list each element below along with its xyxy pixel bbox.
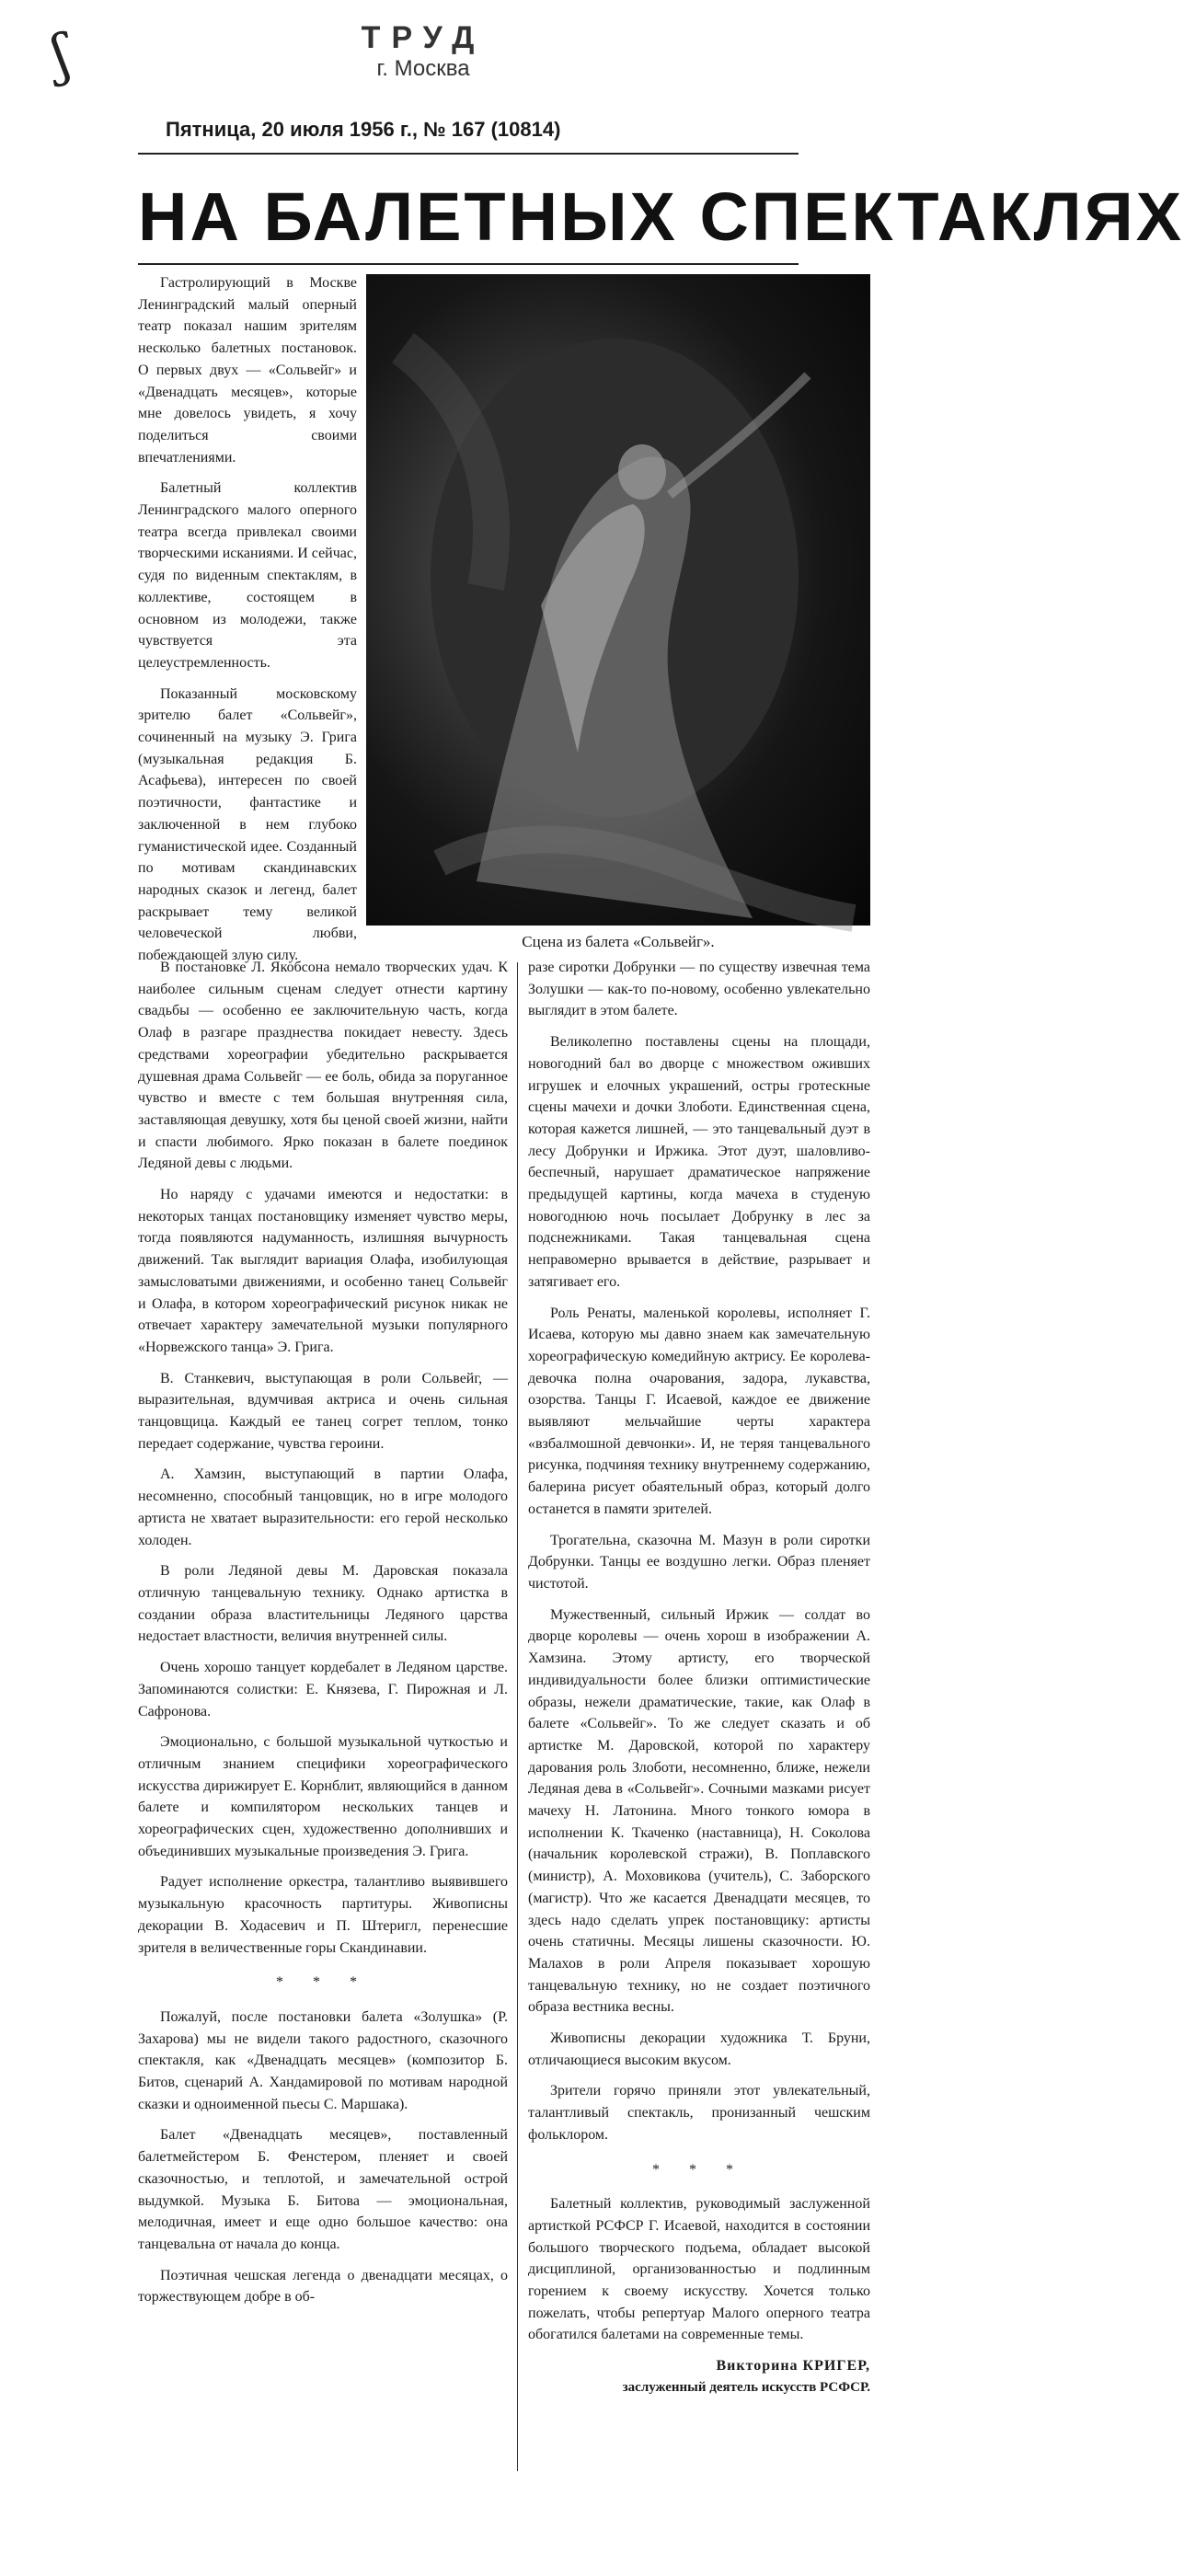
paragraph: Великолепно поставлены сцены на площади, новогодний бал во дворце с множеством оживших игрушек и елочных украшений, остры гротескные сцены мачехи и дочки Злоботи. Единственная сцена, которая кажется лишней, — это танцевальный дуэт в лесу Добрунки и Иржика. Этот дуэт, шаловливо-беспечный, нарушает драматическое напряжение предыдущей картины, когда мачеха в студеную новогоднюю ночь посылает Добрунку в лес за подснежниками. Такая танцевальная сцена неправомерно врывается в действие, разрывает и затягивает его. xyxy=(528,1034,870,1290)
paragraph: В. Станкевич, выступающая в роли Сольвейг, — выразительная, вдумчивая актриса и очень сильная танцовщица. Каждый ее танец согрет теплом, тонко передает содержание, чувства героини. xyxy=(138,1370,508,1452)
paragraph: Показанный московскому зрителю балет «Сольвейг», сочиненный на музыку Э. Грига (музыкальная редакция Б. Асафьева), интересен по своей поэтичности, фантастике и заключенной в нем глубоко гуманистической идее. Созданный по мотивам скандинавских народных сказок и легенд, балет раскрывает тему великой человеческой любви, побеждающей злую силу. xyxy=(138,685,357,964)
column-divider xyxy=(517,962,518,2471)
paragraph: В постановке Л. Якобсона немало творческих удач. К наиболее сильным сценам следует отнести картину свадьбы — особенно ее заключительную часть, когда Олаф в разгаре празднества покидает невесту. Здесь средствами хореографии убедительно раскрывается душевная драма Сольвейг — ее боль, обида за поруганное чувство и вместе с тем большая внутренняя сила, заставляющая девушку, хотя бы ценой своей жизни, найти и спасти любимого. Ярко показан в балете поединок Ледяной девы с людьми. xyxy=(138,960,508,1172)
ballet-photo xyxy=(366,274,870,926)
paper-name: ТРУД xyxy=(361,20,486,55)
paragraph: Радует исполнение оркестра, талантливо выявившего музыкальную красочность партитуры. Живописны декорации В. Ходасевич и П. Штеригл, перенесшие зрителя в величественные горы Скандинавии. xyxy=(138,1874,508,1956)
title-rule xyxy=(138,263,799,265)
top-rule xyxy=(138,153,799,155)
right-column xyxy=(528,957,870,2399)
paragraph: Но наряду с удачами имеются и недостатки: в некоторых танцах постановщику изменяет чувство меры, тогда появляются надуманность, излишняя вычурность движений. Так выглядит вариация Олафа, изобилующая замысловатыми движениями, и особенно танец Сольвейг и Олафа, в котором хореографический рисунок никак не отвечает характеру замечательной музыки популярного «Норвежского танца» Э. Грига. xyxy=(138,1187,508,1355)
paragraph: Поэтичная чешская легенда о двенадцати месяцах, о торжествующем добре в об- xyxy=(138,2267,508,2306)
paragraph: А. Хамзин, выступающий в партии Олафа, несомненно, способный танцовщик, но в игре молодого артиста не хватает выразительности: его герой несколько холоден. xyxy=(138,1466,508,1548)
paragraph: разе сиротки Добрунки — по существу извечная тема Золушки — как-то по-новому, особенно увлекательно выглядит в этом балете. xyxy=(528,960,870,1019)
paragraph: Балетный коллектив Ленинградского малого оперного театра всегда привлекал своими творческими исканиями. И сейчас, судя по виденным спектаклям, в коллективе, состоящем в основном из молодежи, также чувствуется эта целеустремленность. xyxy=(138,480,357,671)
pen-mark: ʃ xyxy=(46,22,75,88)
left-top-column xyxy=(138,272,357,976)
article-title: НА БАЛЕТНЫХ СПЕКТАКЛЯХ xyxy=(138,178,1184,255)
paragraph: Пожалуй, после постановки балета «Золушка» (Р. Захарова) мы не видели такого радостного, сказочного спектакля, как «Двенадцать месяцев» (композитор Б. Битов, сценарий А. Хандамировой по мотивам народной сказки и одноименной пьесы С. Маршака). xyxy=(138,2008,508,2112)
section-separator: * * * xyxy=(652,2161,746,2178)
paragraph: Гастролирующий в Москве Ленинградский малый оперный театр показал нашим зрителям несколько балетных постановок. О первых двух — «Сольвейг» и «Двенадцать месяцев», которые мне довелось увидеть, я хочу поделиться своими впечатлениями. xyxy=(138,275,357,466)
city-name: г. Москва xyxy=(376,56,470,81)
paragraph: Мужественный, сильный Иржик — солдат во дворце королевы — очень хорош в изображении А. Хамзина. Этому артисту, его творческой индивидуальности более близки оптимистические образы, нежели драматические, такие, как Олаф в балете «Сольвейг». То же следует сказать и об артистке М. Даровской, которой по характеру дарования роль Злоботи, несомненно, ближе, нежели Ледяная дева в «Сольвейг». Сочными мазками рисует мачеху Н. Латонина. Много тонкого юмора в исполнении К. Ткаченко (наставница), Н. Соколова (начальник королевской стражи), В. Поплавского (министр), А. Моховикова (учитель), С. Заборского (магистр). Что же касается Двенадцати месяцев, то здесь надо сделать упрек постановщику: артисты очень статичны. Месяцы лишены сказочности. Ю. Малахов в роли Апреля показывает хорошую танцевальную технику, но не создает поэтичного образа вестника весны. xyxy=(528,1606,870,2016)
paragraph: Очень хорошо танцует кордебалет в Ледяном царстве. Запоминаются солистки: Е. Князева, Г. Пирожная и Л. Сафронова. xyxy=(138,1660,508,1719)
author-name: Викторина КРИГЕР, xyxy=(716,2358,870,2375)
paragraph: Балетный коллектив, руководимый заслуженной артисткой РСФСР Г. Исаевой, находится в состоянии большого творческого подъема, обладает высокой дисциплиной, организованностью и подлинным горением к своему искусству. Хочется только пожелать, чтобы репертуар Малого оперного театра обогатился балетами на современные темы. xyxy=(528,2196,870,2343)
author-title: заслуженный деятель искусств РСФСР. xyxy=(622,2379,870,2395)
paragraph: Роль Ренаты, маленькой королевы, исполняет Г. Исаева, которую мы давно знаем как замечательную хореографическую комедийную актрису. Ее королева-девочка полна очарования, задора, лукавства, озорства. Танцы Г. Исаевой, каждое ее движение выявляют мельчайшие черты характера «взбалмошной девчонки». И, не теряя танцевального рисунка, подчиняя технику внутреннему содержанию, балерина рисует обаятельный образ, который долго останется в памяти зрителей. xyxy=(528,1305,870,1517)
ballet-photo-image xyxy=(366,274,870,926)
date-line: Пятница, 20 июля 1956 г., № 167 (10814) xyxy=(166,118,561,141)
left-bottom-column xyxy=(138,957,508,2317)
paragraph: Зрители горячо приняли этот увлекательный, талантливый спектакль, пронизанный чешским фольклором. xyxy=(528,2083,870,2143)
paragraph: Живописны декорации художника Т. Бруни, отличающиеся высоким вкусом. xyxy=(528,2030,870,2068)
photo-caption: Сцена из балета «Сольвейг». xyxy=(522,933,715,950)
paragraph: Трогательна, сказочна М. Мазун в роли сиротки Добрунки. Танцы ее воздушно легки. Образ пленяет чистотой. xyxy=(528,1532,870,1592)
section-separator: * * * xyxy=(276,1974,370,1991)
newspaper-stamp xyxy=(331,20,515,83)
paragraph: В роли Ледяной девы М. Даровская показала отличную танцевальную технику. Однако артистка в создании образа властительницы Ледяного царства недостает властности, величия внутренней силы. xyxy=(138,1563,508,1645)
paragraph: Балет «Двенадцать месяцев», поставленный балетмейстером Б. Фенстером, пленяет и своей сказочностью, и теплотой, и замечательной острой выдумкой. Музыка Б. Битова — эмоциональная, мелодичная, имеет и еще одно большое качество: она танцевальна от начала до конца. xyxy=(138,2127,508,2252)
paragraph: Эмоционально, с большой музыкальной чуткостью и отличным знанием специфики хореографического искусства дирижирует Е. Корнблит, являющийся в данном балете и компилятором нескольких танцев и хореографических сцен, художественно дополнивших и объединивших музыкальные произведения Э. Грига. xyxy=(138,1734,508,1859)
